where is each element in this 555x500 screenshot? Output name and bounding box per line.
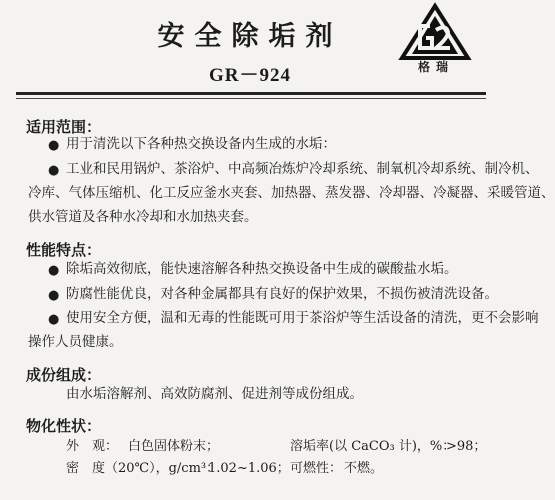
flammability-value: 不燃。 <box>344 461 384 476</box>
appearance-value: 白色固体粉末； <box>128 439 220 454</box>
bullet-icon: ● <box>48 163 60 178</box>
flammability-label: 可燃性： <box>290 461 343 476</box>
composition-text: 由水垢溶解剂、高效防腐剂、促进剂等成份组成。 <box>66 386 363 402</box>
scope-line-3: 冷库、气体压缩机、化工反应釜水夹套、加热器、蒸发器、冷却器、冷凝器、采暖管道、 <box>28 185 555 201</box>
bullet-icon: ● <box>48 312 60 327</box>
feature-item-3: 使用安全方便，温和无毒的性能既可用于茶浴炉等生活设备的清洗，更不会影响 <box>66 310 539 326</box>
bullet-icon: ● <box>48 288 60 303</box>
composition-heading: 成份组成： <box>26 366 102 384</box>
header-divider-thin <box>16 98 486 99</box>
bullet-icon: ● <box>48 263 60 278</box>
scope-line-2: 工业和民用锅炉、茶浴炉、中高频冶炼炉冷却系统、制氧机冷却系统、制冷机、 <box>66 161 539 177</box>
page-title: 安全除垢剂 <box>157 21 343 52</box>
features-heading: 性能特点： <box>26 241 102 259</box>
density-value: 1.02~1.06； <box>208 461 290 476</box>
feature-item-3-cont: 操作人员健康。 <box>28 334 123 350</box>
descale-rate-label: 溶垢率(以 CaCO₃ 计)，%： <box>290 439 456 454</box>
feature-item-2: 防腐性能优良，对各种金属都具有良好的保护效果，不损伤被清洗设备。 <box>66 286 498 302</box>
scope-line-4: 供水管道及各种水冷却和水加热夹套。 <box>28 209 258 225</box>
appearance-label: 外 观： <box>66 439 119 454</box>
scope-line-1: 用于清洗以下各种热交换设备内生成的水垢： <box>66 136 336 152</box>
density-label: 密 度（20℃），g/cm³： <box>66 461 220 476</box>
descale-rate-value: >98； <box>446 439 487 454</box>
feature-item-1: 除垢高效彻底，能快速溶解各种热交换设备中生成的碳酸盐水垢。 <box>66 261 458 277</box>
product-model: GR－924 <box>208 65 291 86</box>
properties-heading: 物化性状： <box>26 417 102 435</box>
header-divider <box>16 92 486 95</box>
scope-heading: 适用范围： <box>26 118 102 136</box>
company-logo-icon <box>400 4 470 60</box>
bullet-icon: ● <box>48 138 60 153</box>
logo-text: 格瑞 <box>417 60 454 74</box>
